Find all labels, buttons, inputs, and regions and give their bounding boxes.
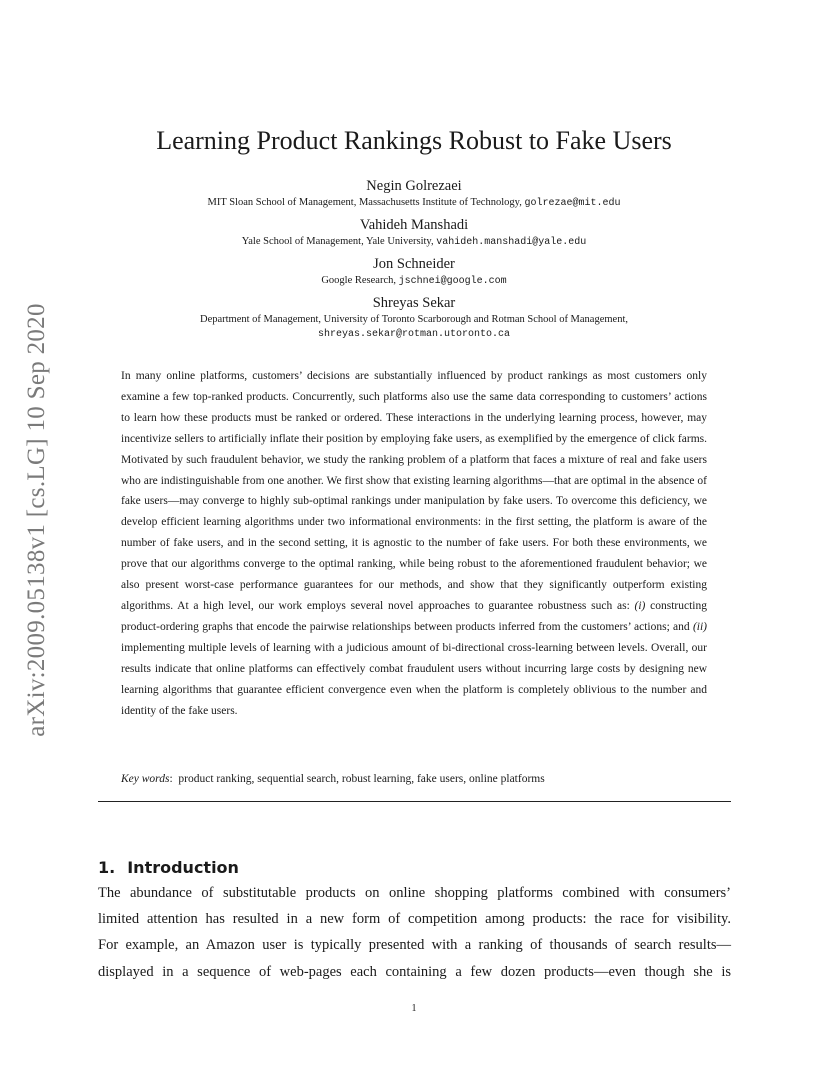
author-email-line: [98, 327, 730, 342]
list-marker: (i): [634, 599, 646, 612]
abstract-text: implementing multiple levels of learning with a judicious amount of bi-directional cross-learning between levels. Overall, our results indicate that online platforms can effectively combat fraudulent users without incurring large costs by designing new learning algorithms that guarantee efficient convergence even when the platform is completely oblivious to the number and identity of the fake users.: [121, 641, 707, 717]
page-number: 1: [411, 1003, 417, 1014]
author-block: [98, 293, 730, 342]
paragraph-line: The abundance of substitutable products on online shopping platforms combined with consumers’: [98, 885, 731, 901]
author-email: golrezae@mit.edu: [524, 198, 621, 209]
affiliation-text: Department of Management, University of Toronto Scarborough and Rotman School of Management,: [199, 314, 628, 325]
author-name: Negin Golrezaei: [366, 178, 462, 194]
paper-title: Learning Product Rankings Robust to Fake Users: [156, 126, 672, 155]
keywords-text: product ranking, sequential search, robust learning, fake users, online platforms: [178, 773, 545, 785]
keywords: [121, 770, 707, 788]
author-affiliation: [98, 274, 730, 289]
author-affiliation: [98, 313, 730, 327]
paragraph-line: limited attention has resulted in a new form of competition among products: the race for visibility.: [98, 911, 731, 928]
author-affiliation: [98, 235, 730, 250]
list-marker: (ii): [692, 620, 707, 633]
intro-paragraph: [98, 880, 731, 985]
keywords-label: Key words: [121, 773, 170, 785]
arxiv-identifier-stamp: [14, 285, 60, 755]
section-number: 1.: [98, 858, 116, 877]
affiliation-text: MIT Sloan School of Management, Massachusetts Institute of Technology,: [207, 197, 525, 208]
author-name: Jon Schneider: [373, 256, 455, 272]
author-block: [98, 176, 730, 211]
abstract-text: In many online platforms, customers’ decisions are substantially influenced by product rankings as most customers only examine a few top-ranked products. Concurrently, such platforms also use the same data corresponding to customers’ actions to learn how these products must be ranked or ordered. These interactions in the underlying learning process, however, may incentivize sellers to artificially inflate their position by employing fake users, as exemplified by the emergence of click farms. Motivated by such fraudulent behavior, we study the ranking problem of a platform that faces a mixture of real and fake users who are indistinguishable from one another. We first show that existing learning algorithms—that are optimal in the absence of fake users—may converge to highly sub-optimal rankings under manipulation by fake users. To overcome this deficiency, we develop efficient learning algorithms under two informational environments: in the first setting, the platform is aware of the number of fake users, and in the second setting, it is agnostic to the number of fake users. For both these environments, we prove that our algorithms converge to the optimal ranking, while being robust to the aforementioned fraudulent behavior; we also present worst-case performance guarantees for our methods, and show that they significantly outperform existing algorithms. At a high level, our work employs several novel approaches to guarantee robustness such as:: [121, 370, 707, 612]
abstract-text: constructing product-ordering graphs that encode the pairwise relationships between products inferred from the customers’ actions; and: [121, 599, 707, 633]
author-name: Vahideh Manshadi: [359, 217, 469, 233]
author-block: [98, 215, 730, 250]
affiliation-text: Yale School of Management, Yale University,: [241, 236, 437, 247]
paragraph-line: displayed in a sequence of web-pages each containing a few dozen products—even though she is: [98, 963, 731, 980]
author-name: Shreyas Sekar: [372, 295, 456, 311]
author-block: [98, 254, 730, 289]
author-email: shreyas.sekar@rotman.utoronto.ca: [317, 329, 511, 340]
horizontal-rule: [98, 801, 731, 802]
author-list: [98, 176, 730, 346]
abstract: [121, 366, 707, 721]
author-affiliation: [98, 196, 730, 211]
keywords-colon: :: [169, 773, 179, 785]
paragraph-line: For example, an Amazon user is typically presented with a ranking of thousands of search results—: [98, 937, 731, 954]
section-heading: [98, 858, 239, 877]
author-email: vahideh.manshadi@yale.edu: [436, 237, 587, 248]
author-email: jschnei@google.com: [398, 276, 507, 287]
affiliation-text: Google Research,: [321, 275, 399, 286]
section-title: Introduction: [127, 858, 239, 877]
arxiv-identifier-text: arXiv:2009.05138v1 [cs.LG] 10 Sep 2020: [23, 303, 51, 737]
